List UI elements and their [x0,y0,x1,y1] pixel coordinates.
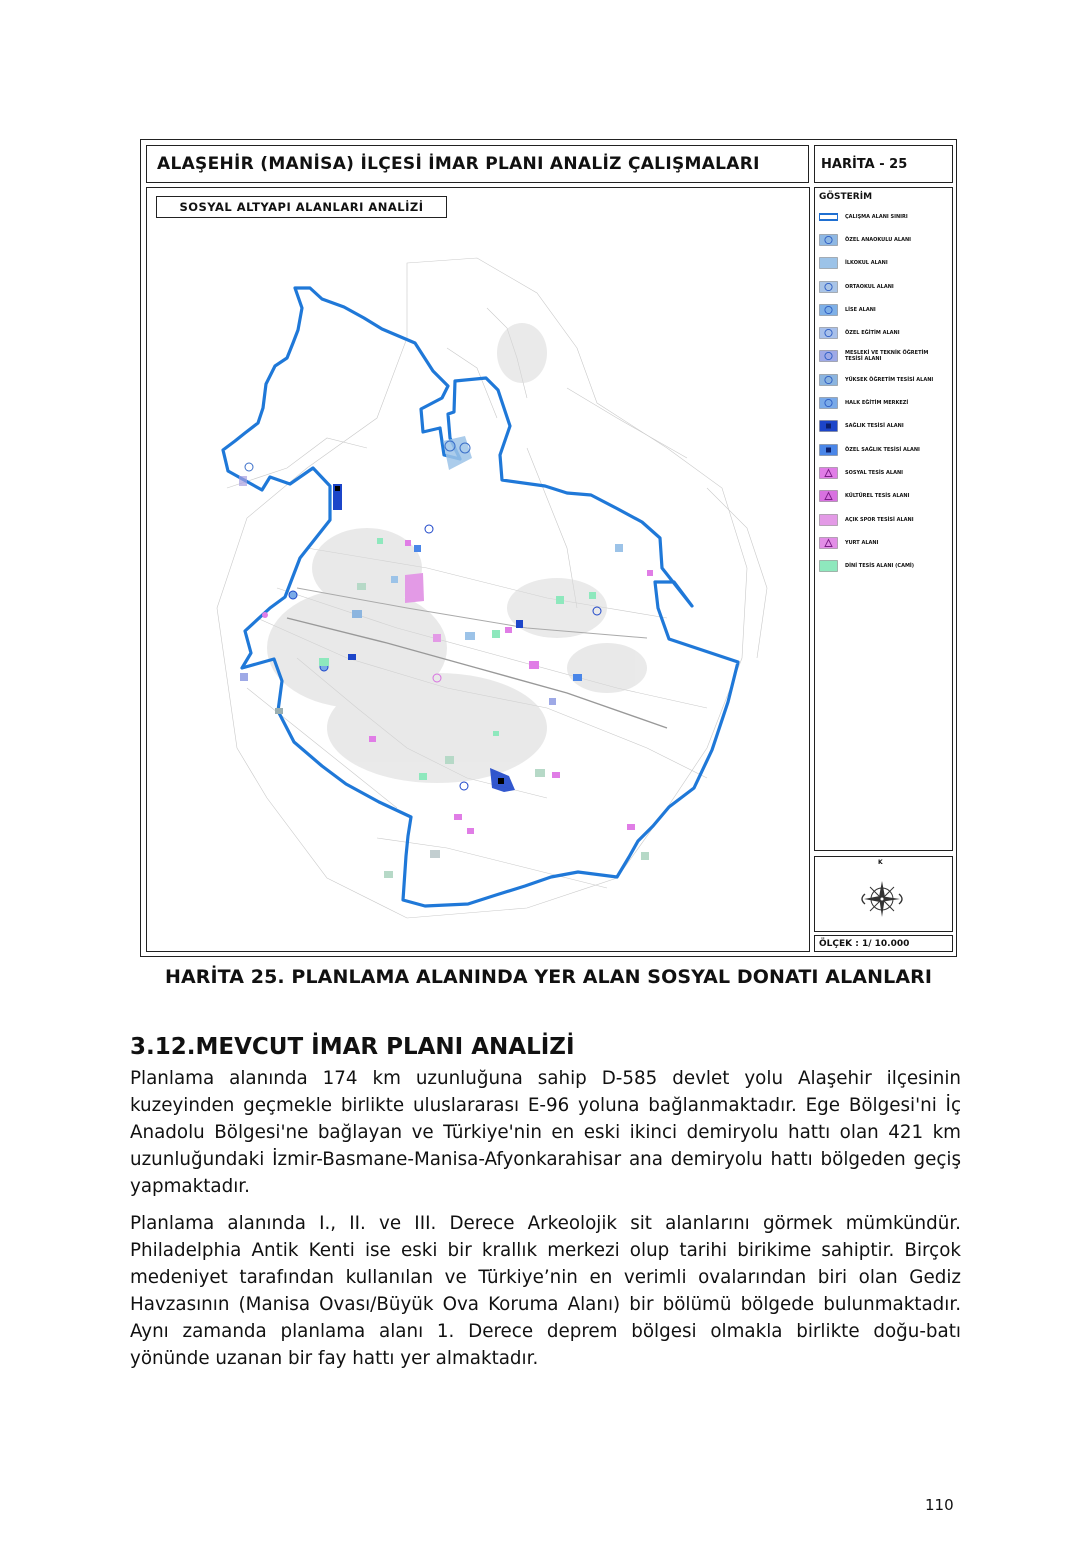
legend-label: MESLEKİ VE TEKNİK ÖĞRETİM TESİSİ ALANI [845,350,929,363]
legend-label: İLKOKUL ALANI [845,260,888,267]
school-area [239,476,247,486]
social-facility-area [467,828,474,834]
open-sports-area [405,573,424,603]
sports-area [433,634,441,642]
legend-item [819,321,952,344]
mosque-area [535,769,545,777]
legend-item [819,415,952,438]
school-symbol [460,782,468,790]
legend-item [819,228,952,251]
mosque-area [430,850,440,858]
mosque-area [641,852,649,860]
mosque-area [445,756,454,764]
legend-item [819,368,952,391]
legend-swatch [819,444,838,456]
legend-swatch [819,211,838,223]
social-facility-area [627,824,635,830]
school-area [240,673,248,681]
legend-item [819,508,952,531]
legend-item [819,205,952,228]
map-subtitle: SOSYAL ALTYAPI ALANLARI ANALİZİ [156,196,447,218]
section-heading: 3.12.MEVCUT İMAR PLANI ANALİZİ [130,1034,575,1060]
legend-swatch [819,397,838,409]
legend-label: SAĞLIK TESİSİ ALANI [845,423,904,430]
page-number: 110 [925,1496,954,1514]
social-facility-area [405,540,411,546]
legend-item [819,438,952,461]
legend-swatch [819,560,838,572]
legend-swatch [819,467,838,479]
school-area [549,698,556,705]
map-area [146,187,810,952]
mosque-area [556,596,564,604]
legend-swatch [819,304,838,316]
private-health-area [414,545,421,552]
health-facility-area [348,654,356,660]
north-arrow-panel [814,856,953,932]
mosque-area [419,773,427,780]
legend-item [819,252,952,275]
school-area [352,610,362,618]
legend-swatch [819,350,838,362]
legend-swatch [819,281,838,293]
legend-label: ÇALIŞMA ALANI SINIRI [845,213,908,220]
mosque-area [589,592,596,599]
legend-swatch [819,257,838,269]
primary-school-area [465,632,475,640]
paragraph: Planlama alanında 174 km uzunluğuna sahip D-585 devlet yolu Alaşehir ilçesinin kuzeyinden geçmekle birlikte uluslararası E-96 yoluna bağlanmaktadır. Ege Bölgesi'ni İç Anadolu Bölgesi'ne bağlayan ve Türkiye'nin en eski ikinci demiryolu hattı olan 421 km uzunluğundaki İzmir-Basmane-Manisa-Afyonkarahisar ana demiryolu hattı bölgeden geçiş yapmaktadır. [130,1068,961,1197]
legend-label: LİSE ALANI [845,306,876,313]
study-area-boundary [223,288,738,906]
legend-item [819,275,952,298]
legend-label: KÜLTÜREL TESİS ALANI [845,493,910,500]
social-facility-area [529,661,539,669]
school-symbol [245,463,253,471]
social-facility-area [505,627,512,633]
mosque-area [377,538,383,544]
legend-label: AÇIK SPOR TESİSİ ALANI [845,516,914,523]
mosque-area [275,708,283,714]
map-number: HARİTA - 25 [814,145,953,183]
health-facility-area [516,620,523,628]
north-label: K [878,859,883,866]
legend-label: ÖZEL EĞİTİM ALANI [845,330,900,337]
primary-school-area [391,576,398,583]
map-scale: ÖLÇEK : 1/ 10.000 [814,935,953,952]
mosque-area [384,871,393,878]
legend-label: DİNİ TESİS ALANI (CAMİ) [845,563,915,570]
legend-item [819,554,952,577]
legend-swatch [819,374,838,386]
legend-label: YURT ALANI [845,539,879,546]
legend-label: ÖZEL ANAOKULU ALANI [845,236,912,243]
paragraph: Planlama alanında I., II. ve III. Derece Arkeolojik sit alanlarını görmek mümkündür. Philadelphia Antik Kenti ise eski bir krallık merkezi olup tarihi birikime sahiptir. Birçok medeniyet tarafından kullanılan ve Türkiye’nin en verimli ovalarından biri olan Gediz Havzasının (Manisa Ovası/Büyük Ova Koruma Alanı) bir bölümü bölgede bulunmaktadır. Aynı zamanda planlama alanı 1. Derece deprem bölgesi olmakla birlikte doğu-batı yönünde uzanan bir fay hattı yer almaktadır. [130,1213,961,1369]
legend-label: ORTAOKUL ALANI [845,283,894,290]
legend-swatch [819,420,838,432]
social-facility-area [454,814,462,820]
legend-title: GÖSTERİM [819,192,873,202]
map-drawing [147,188,810,952]
health-facility-symbol [498,778,504,784]
legend-item [819,461,952,484]
social-facility-area [647,570,653,576]
legend-label: YÜKSEK ÖĞRETİM TESİSİ ALANI [845,376,934,383]
health-facility-symbol [335,486,340,491]
social-facility-area [369,736,376,742]
private-health-area [573,674,582,681]
mosque-area [319,658,329,666]
legend-swatch [819,327,838,339]
legend-item [819,391,952,414]
legend-item [819,298,952,321]
legend-swatch [819,234,838,246]
legend-list [819,205,952,578]
map-legend [814,187,953,851]
compass-rose-icon [815,857,954,933]
legend-swatch [819,490,838,502]
high-school-symbol [289,591,297,599]
figure-caption: HARİTA 25. PLANLAMA ALANINDA YER ALAN SOSYAL DONATI ALANLARI [164,966,933,988]
primary-school-area [615,544,623,552]
school-symbol [425,525,433,533]
map-figure [140,139,957,957]
legend-item [819,485,952,508]
higher-education-area [443,436,472,470]
legend-label: ÖZEL SAĞLIK TESİSİ ALANI [845,446,920,453]
legend-swatch [819,514,838,526]
legend-label: HALK EĞİTİM MERKEZİ [845,400,909,407]
mosque-area [493,731,499,736]
mosque-area [357,583,366,590]
social-facility-area [552,772,560,778]
legend-item [819,531,952,554]
legend-swatch [819,537,838,549]
legend-label: SOSYAL TESİS ALANI [845,469,903,476]
legend-item [819,345,952,368]
mosque-area [492,630,500,638]
social-facility-symbol [262,612,268,618]
urban-fabric [267,323,647,783]
map-title: ALAŞEHİR (MANİSA) İLÇESİ İMAR PLANI ANALİZ ÇALIŞMALARI [146,145,809,183]
